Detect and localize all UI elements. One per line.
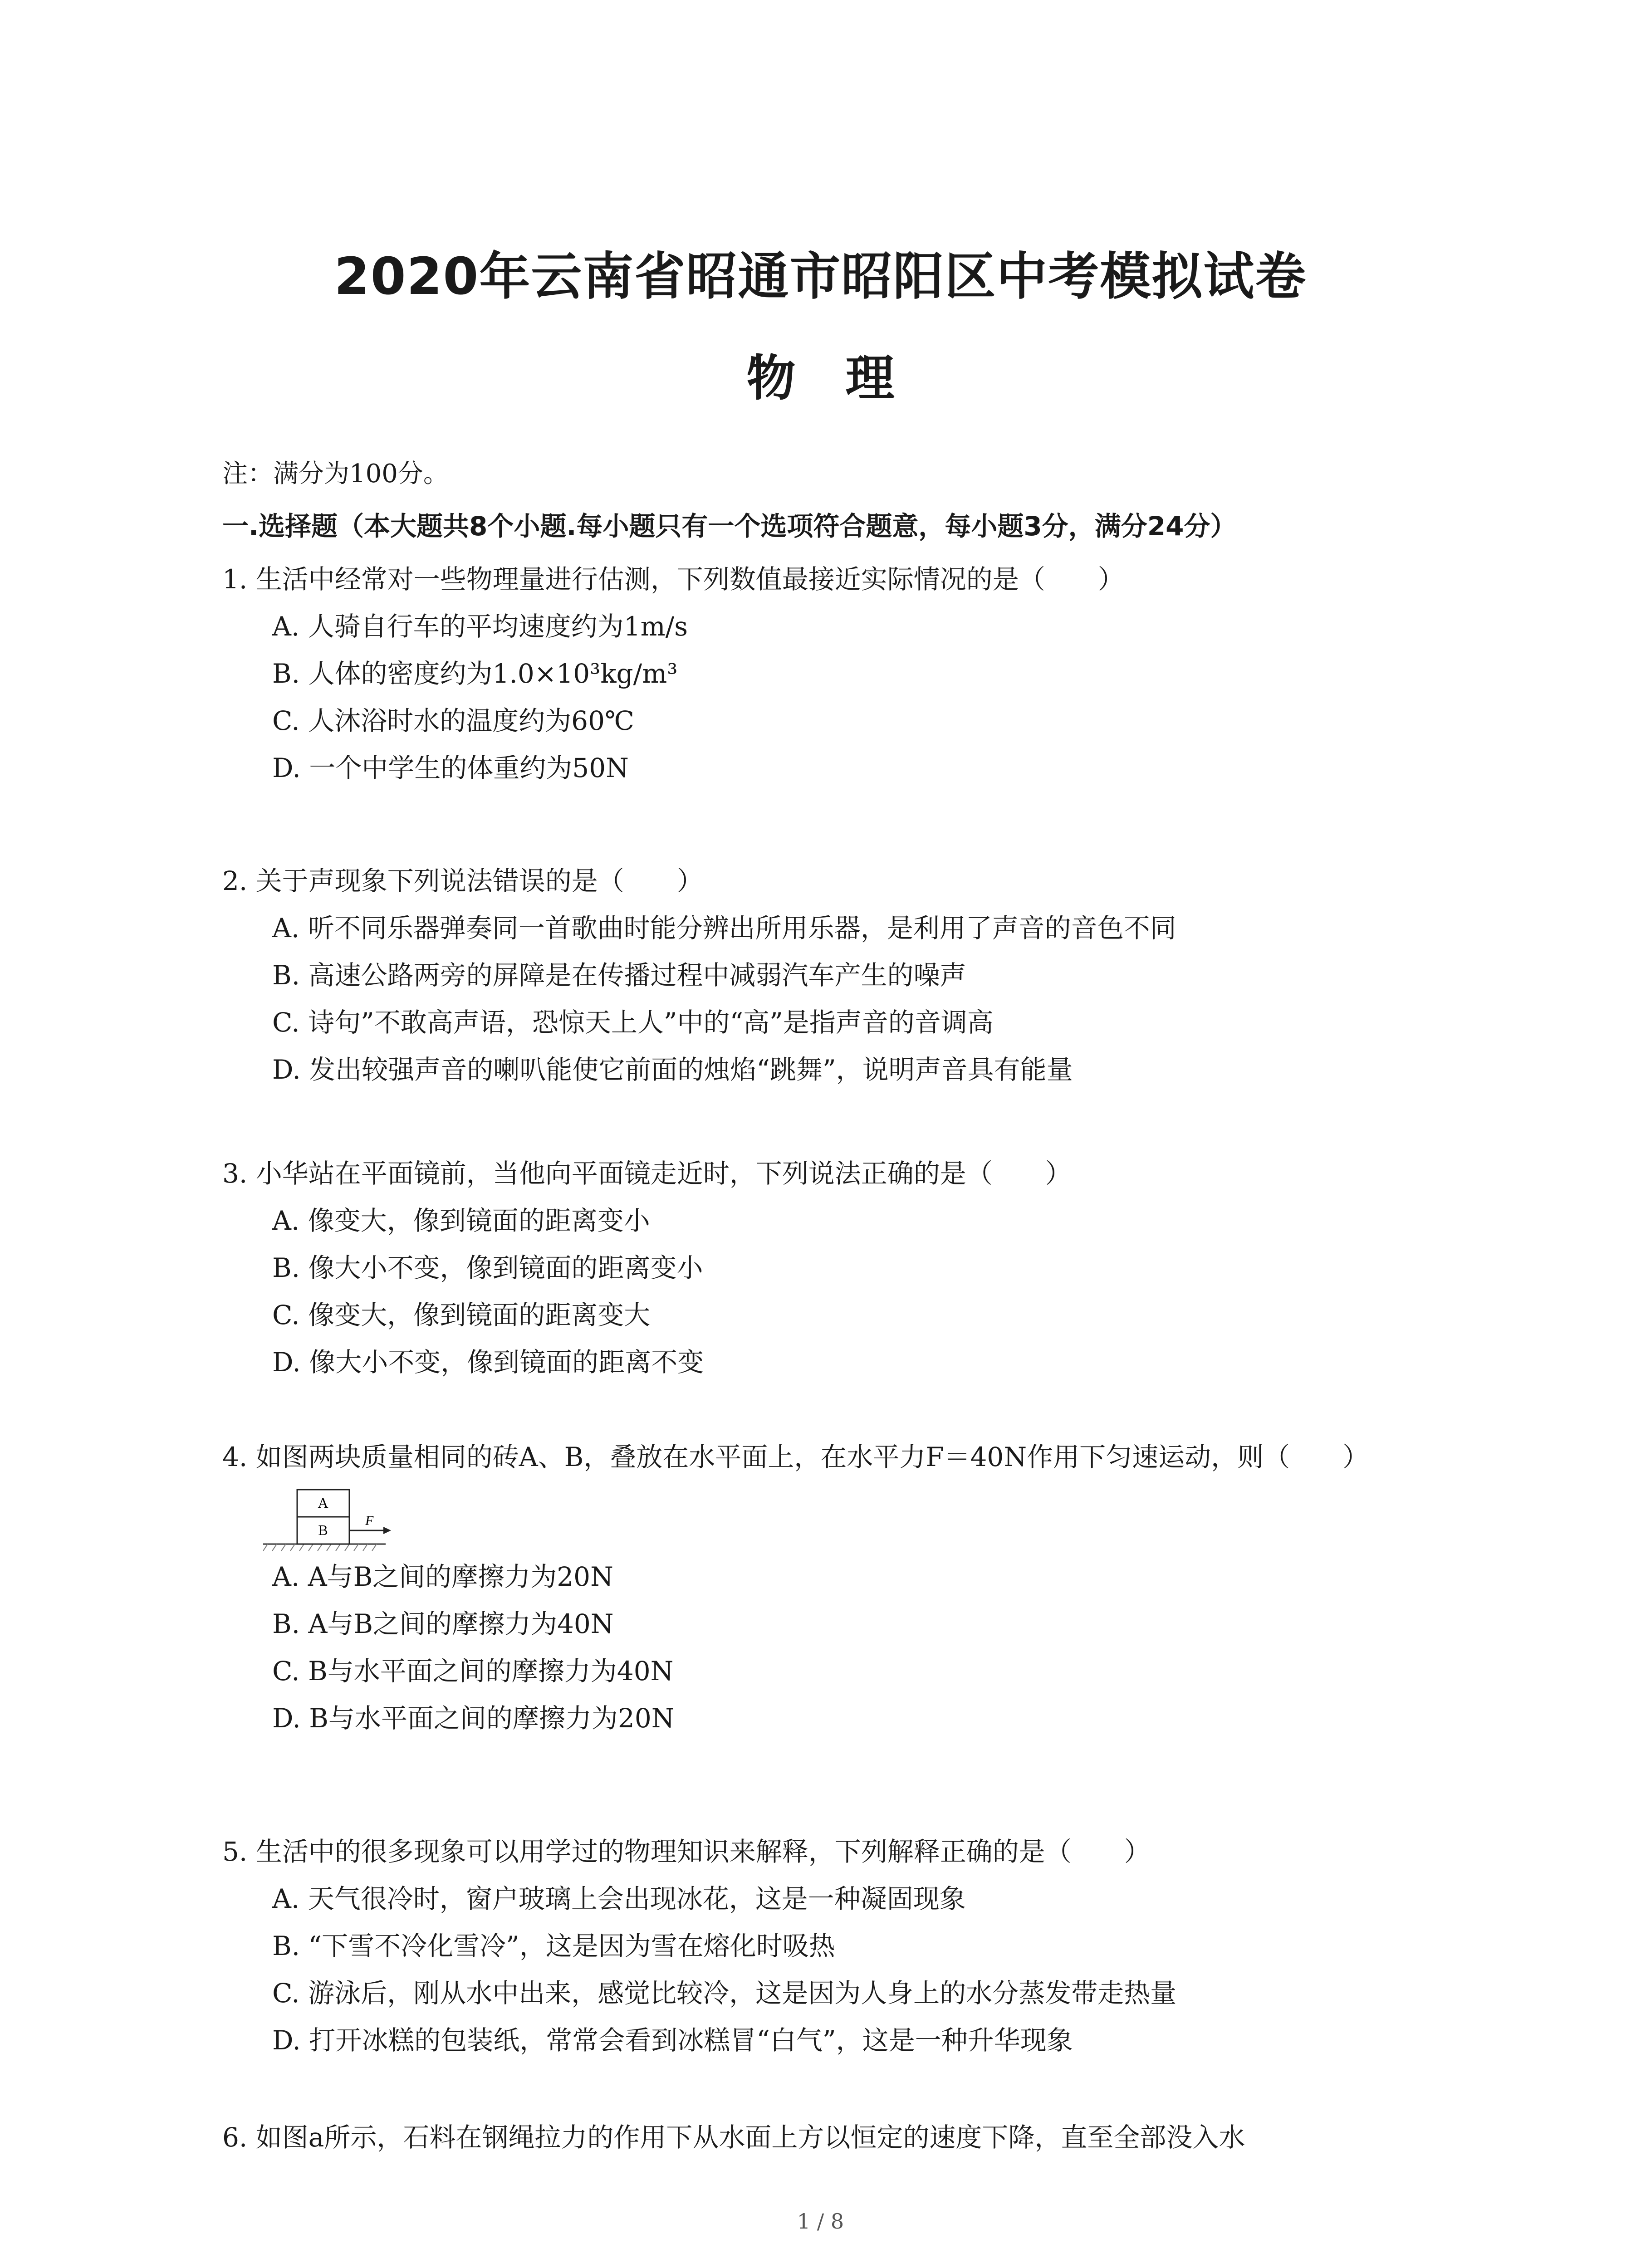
question-stem: 4. 如图两块质量相同的砖A、B，叠放在水平面上，在水平力F＝40N作用下匀速运动，则（ ） — [222, 1442, 1369, 1472]
option-b: B. 人体的密度约为1.0×10³kg/m³ — [272, 658, 678, 689]
question-stem: 6. 如图a所示，石料在钢绳拉力的作用下从水面上方以恒定的速度下降，直至全部没入水 — [222, 2122, 1245, 2153]
option-a: A. 人骑自行车的平均速度约为1m/s — [272, 611, 688, 642]
option-d: D. 一个中学生的体重约为50N — [272, 753, 629, 783]
arrow-head-icon — [383, 1527, 391, 1534]
question-stem: 5. 生活中的很多现象可以用学过的物理知识来解释，下列解释正确的是（ ） — [222, 1836, 1151, 1867]
option-b: B. A与B之间的摩擦力为40N — [272, 1608, 614, 1639]
question-1 — [222, 556, 1447, 792]
section-heading: 一.选择题（本大题共8个小题.每小题只有一个选项符合题意，每小题3分，满分24分） — [222, 511, 1237, 542]
option-a: A. A与B之间的摩擦力为20N — [272, 1561, 613, 1592]
question-2 — [222, 857, 1447, 1093]
option-d: D. B与水平面之间的摩擦力为20N — [272, 1703, 675, 1734]
option-c: C. 人沐浴时水的温度约为60℃ — [272, 705, 634, 736]
brick-a-label: A — [318, 1495, 328, 1511]
subject-title: 物理 — [746, 350, 945, 407]
option-b: B. 像大小不变，像到镜面的距离变小 — [272, 1252, 703, 1283]
option-d: D. 发出较强声音的喇叭能使它前面的烛焰“跳舞”，说明声音具有能量 — [272, 1054, 1073, 1085]
option-c: C. 像变大，像到镜面的距离变大 — [272, 1300, 651, 1330]
question-3 — [222, 1150, 1447, 1386]
page-number: 1 / 8 — [797, 2209, 844, 2234]
question-stem: 2. 关于声现象下列说法错误的是（ ） — [222, 865, 703, 896]
option-d: D. 打开冰糕的包装纸，常常会看到冰糕冒“白气”，这是一种升华现象 — [272, 2025, 1073, 2056]
question-stem: 3. 小华站在平面镜前，当他向平面镜走近时，下列说法正确的是（ ） — [222, 1158, 1072, 1189]
option-d: D. 像大小不变，像到镜面的距离不变 — [272, 1347, 704, 1378]
question-stem: 1. 生活中经常对一些物理量进行估测，下列数值最接近实际情况的是（ ） — [222, 564, 1124, 595]
score-note: 注：满分为100分。 — [222, 459, 449, 489]
force-label: F — [365, 1513, 374, 1528]
brick-figure — [263, 1481, 395, 1553]
option-a: A. 听不同乐器弹奏同一首歌曲时能分辨出所用乐器，是利用了声音的音色不同 — [272, 913, 1176, 943]
option-c: C. 诗句”不敢高声语，恐惊天上人”中的“高”是指声音的音调高 — [272, 1007, 994, 1038]
option-b: B. “下雪不冷化雪冷”，这是因为雪在熔化时吸热 — [272, 1931, 835, 1961]
option-c: C. 游泳后，刚从水中出来，感觉比较冷，这是因为人身上的水分蒸发带走热量 — [272, 1978, 1177, 2009]
option-c: C. B与水平面之间的摩擦力为40N — [272, 1656, 674, 1686]
option-a: A. 像变大，像到镜面的距离变小 — [272, 1205, 650, 1236]
question-4 — [222, 1433, 1447, 1742]
question-6 — [222, 2114, 1447, 2161]
option-b: B. 高速公路两旁的屏障是在传播过程中减弱汽车产生的噪声 — [272, 960, 966, 991]
exam-title: 2020年云南省昭通市昭阳区中考模拟试卷 — [334, 247, 1307, 306]
question-5 — [222, 1828, 1447, 2064]
option-a: A. 天气很冷时，窗户玻璃上会出现冰花，这是一种凝固现象 — [272, 1883, 966, 1914]
brick-b-label: B — [318, 1522, 328, 1538]
